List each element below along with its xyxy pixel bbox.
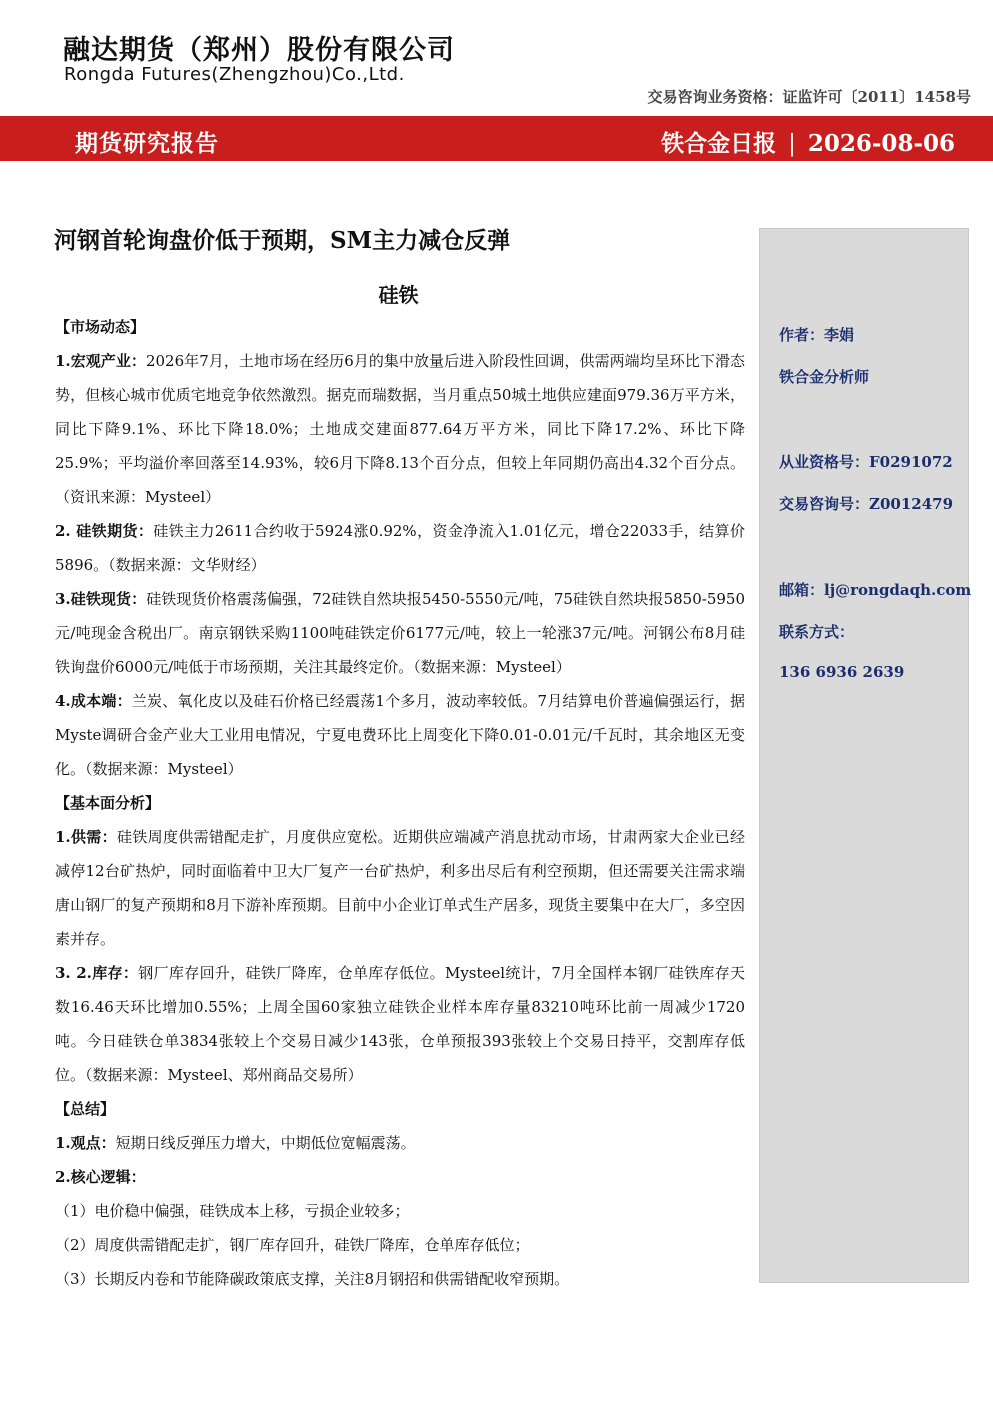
market-item-macro [55,344,745,514]
title-separator: | [788,131,796,157]
author-sidebar [759,228,972,1283]
author-name: 作者：李娟 [779,326,855,344]
item-key: 4.成本端： [55,692,132,710]
company-name-en: Rongda Futures(Zhengzhou)Co.,Ltd. [64,64,405,85]
market-item-futures [55,514,745,582]
item-text: 短期日线反弹压力增大，中期低位宽幅震荡。 [115,1134,416,1152]
market-item-cost [55,684,745,786]
author-email: 邮箱：lj@rongdaqh.com [779,581,972,599]
fundamental-item-inventory [55,956,745,1092]
item-key: 2. 硅铁期货： [55,522,154,540]
consult-number: 交易咨询号：Z0012479 [779,495,954,513]
contact-label: 联系方式： [779,623,855,641]
item-text: 钢厂库存回升，硅铁厂降库，仓单库存低位。Mysteel统计，7月全国样本钢厂硅铁库存天数16.46天环比增加0.55%；上周全国60家独立硅铁企业样本库存量83210吨环比前一周减少1720吨。今日硅铁仓单3834张较上个交易日减少143张，仓单预报393张较上个交易日持平，交割库存低位。（数据来源：Mysteel、郑州商品交易所） [55,964,745,1084]
report-body [55,310,745,1296]
subject-title: 硅铁 [378,283,419,307]
item-key: 3. 2.库存： [55,964,139,982]
report-date: 2026-08-06 [807,130,955,157]
item-text: 兰炭、氧化皮以及硅石价格已经震荡1个多月，波动率较低。7月结算电价普遍偏强运行，据Myste调研合金产业大工业用电情况，宁夏电费环比上周变化下降0.01-0.01元/千瓦时，其余地区无变化。（数据来源：Mysteel） [55,692,745,778]
fundamental-item-supply [55,820,745,956]
report-category: 期货研究报告 [75,130,219,157]
author-role: 铁合金分析师 [779,368,870,386]
contact-phone: 136 6936 2639 [779,663,905,681]
item-text: 硅铁主力2611合约收于5924涨0.92%，资金净流入1.01亿元，增仓22033手，结算价5896。（数据来源：文华财经） [55,522,745,574]
market-item-spot [55,582,745,684]
logic-item: （3）长期反内卷和节能降碳政策底支撑，关注8月钢招和供需错配收窄预期。 [55,1270,570,1288]
company-name-cn: 融达期货（郑州）股份有限公司 [63,35,455,66]
item-key: 1.供需： [55,828,117,846]
section-title-fundamental: 【基本面分析】 [55,794,161,812]
report-name: 铁合金日报 [661,130,777,157]
license-info: 交易咨询业务资格：证监许可〔2011〕1458号 [647,88,971,106]
report-banner [0,116,993,161]
item-text: 2026年7月，土地市场在经历6月的集中放量后进入阶段性回调，供需两端均呈环比下滑态势，但核心城市优质宅地竞争依然激烈。据克而瑞数据，当月重点50城土地供应建面979.36万平方米，同比下降9.1%、环比下降18.0%；土地成交建面877.64万平方米，同比下降17.2%、环比下降25.9%；平均溢价率回落至14.93%，较6月下降8.13个百分点，但较上年同期仍高出4.32个百分点。（资讯来源：Mysteel） [55,352,745,506]
item-key: 3.硅铁现货： [55,590,147,608]
item-text: 硅铁周度供需错配走扩，月度供应宽松。近期供应端减产消息扰动市场，甘肃两家大企业已经减停12台矿热炉，同时面临着中卫大厂复产一台矿热炉，利多出尽后有利空预期，但还需要关注需求端唐山钢厂的复产预期和8月下游补库预期。目前中小企业订单式生产居多，现货主要集中在大厂，多空因素并存。 [55,828,745,948]
section-title-market: 【市场动态】 [55,318,146,336]
item-key: 1.观点： [55,1134,116,1152]
qualification-number: 从业资格号：F0291072 [779,453,953,471]
item-text: 硅铁现货价格震荡偏强，72硅铁自然块报5450-5550元/吨，75硅铁自然块报5850-5950元/吨现金含税出厂。南京钢铁采购1100吨硅铁定价6177元/吨，较上一轮涨37元/吨。河钢公布8月硅铁询盘价6000元/吨低于市场预期，关注其最终定价。（数据来源：Mysteel） [55,590,746,676]
summary-view [55,1126,745,1160]
item-key: 2.核心逻辑： [55,1168,146,1186]
headline: 河钢首轮询盘价低于预期，SM主力减仓反弹 [54,227,511,254]
section-title-summary: 【总结】 [55,1100,116,1118]
summary-logic-title [55,1160,745,1194]
item-key: 1.宏观产业： [55,352,146,370]
logic-item: （2）周度供需错配走扩，钢厂库存回升，硅铁厂降库，仓单库存低位； [55,1236,530,1254]
report-title-date [661,125,955,158]
logic-item: （1）电价稳中偏强，硅铁成本上移，亏损企业较多； [55,1202,410,1220]
